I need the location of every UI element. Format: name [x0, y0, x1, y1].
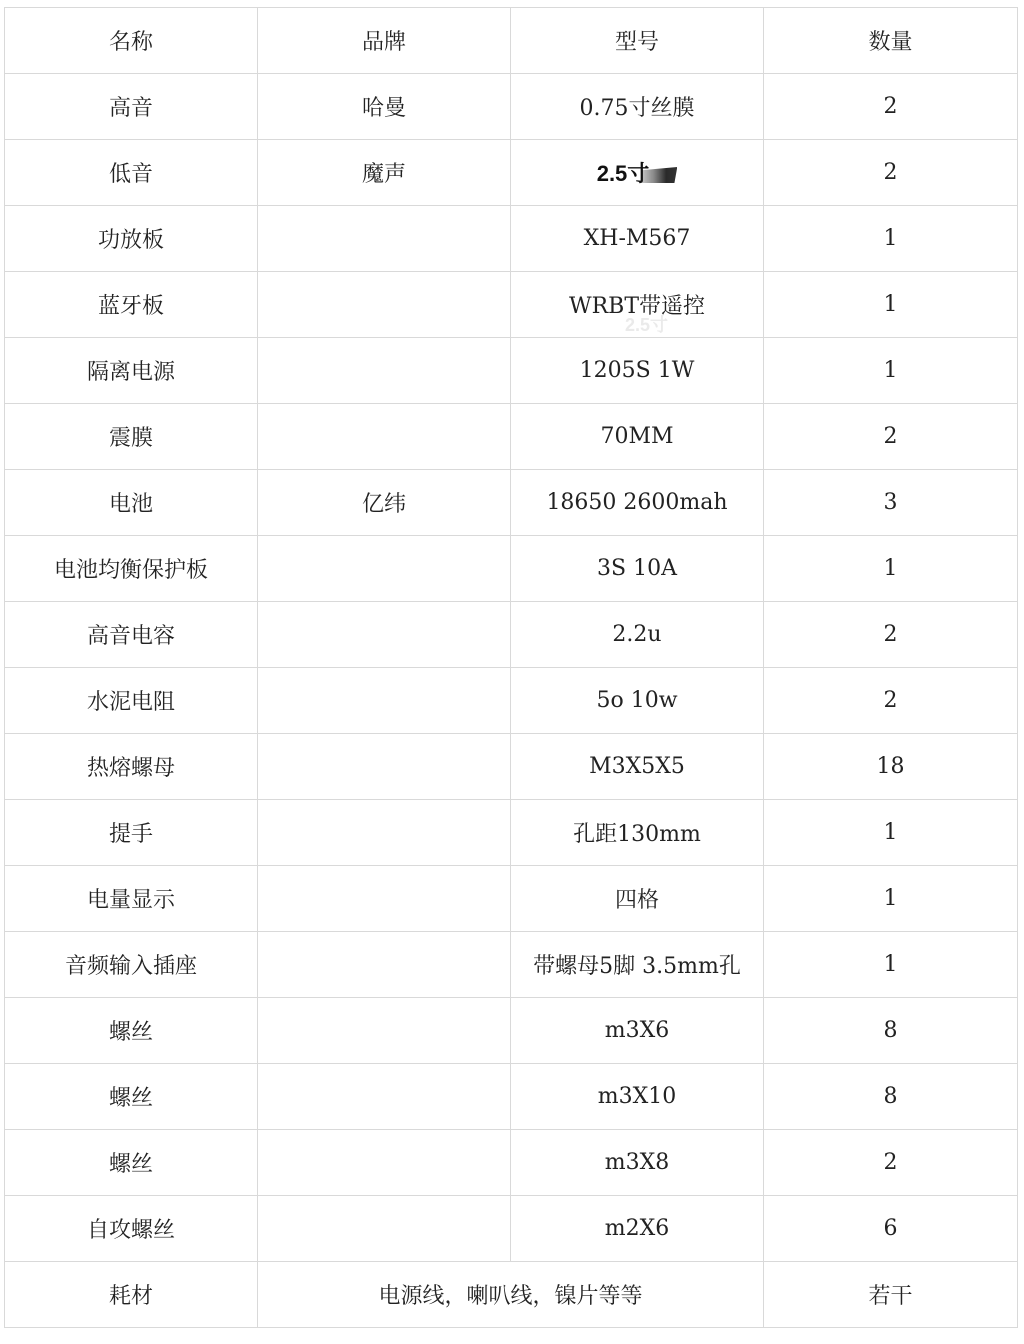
table-row	[5, 470, 1018, 536]
cell-name: 电量显示	[5, 866, 258, 932]
cell-name: 高音	[5, 74, 258, 140]
cell-name: 耗材	[5, 1262, 258, 1328]
cell-name: 螺丝	[5, 1064, 258, 1130]
header-cell-brand: 品牌	[258, 8, 511, 74]
cell-quantity: 2	[764, 602, 1018, 668]
cell-brand	[258, 998, 511, 1064]
cell-brand	[258, 800, 511, 866]
cell-model: 18650 2600mah	[511, 470, 764, 536]
cell-quantity: 2	[764, 140, 1018, 206]
cell-brand: 魔声	[258, 140, 511, 206]
cell-model: 孔距130mm	[511, 800, 764, 866]
cell-quantity: 18	[764, 734, 1018, 800]
header-row	[5, 8, 1018, 74]
table-row	[5, 668, 1018, 734]
cell-consumables-details: 电源线，喇叭线，镍片等等	[258, 1262, 764, 1328]
table-row	[5, 338, 1018, 404]
cell-quantity: 2	[764, 1130, 1018, 1196]
cell-name: 高音电容	[5, 602, 258, 668]
table-row	[5, 272, 1018, 338]
ghost-text: 2.5寸	[624, 315, 669, 335]
cell-brand	[258, 338, 511, 404]
cell-quantity: 1	[764, 272, 1018, 338]
table-row	[5, 404, 1018, 470]
cell-quantity: 1	[764, 800, 1018, 866]
cell-name: 蓝牙板	[5, 272, 258, 338]
cell-name: 提手	[5, 800, 258, 866]
cell-brand	[258, 866, 511, 932]
cell-brand	[258, 602, 511, 668]
cell-model: 5o 10w	[511, 668, 764, 734]
cell-name: 隔离电源	[5, 338, 258, 404]
model-value: 2.5寸	[596, 161, 650, 186]
cell-name: 功放板	[5, 206, 258, 272]
table-row	[5, 1064, 1018, 1130]
header-cell-quantity: 数量	[764, 8, 1018, 74]
header-cell-name: 名称	[5, 8, 258, 74]
cell-name: 电池	[5, 470, 258, 536]
cell-name: 螺丝	[5, 998, 258, 1064]
cell-brand: 亿纬	[258, 470, 511, 536]
cell-name: 水泥电阻	[5, 668, 258, 734]
cell-quantity: 2	[764, 74, 1018, 140]
cell-brand	[258, 404, 511, 470]
table-row	[5, 536, 1018, 602]
model-value-wrapper	[568, 289, 706, 335]
cell-model: 70MM	[511, 404, 764, 470]
cell-name: 震膜	[5, 404, 258, 470]
cell-model: 带螺母5脚 3.5mm孔	[511, 932, 764, 998]
model-value: WRBT带遥控	[568, 294, 706, 319]
cell-model: m2X6	[511, 1196, 764, 1262]
cell-name: 低音	[5, 140, 258, 206]
table-row	[5, 140, 1018, 206]
table-row	[5, 74, 1018, 140]
parts-list-sheet	[4, 7, 1017, 1328]
cell-quantity: 8	[764, 1064, 1018, 1130]
model-value-wrapper	[597, 157, 678, 188]
cell-brand	[258, 1064, 511, 1130]
cell-quantity: 1	[764, 338, 1018, 404]
cell-quantity: 2	[764, 668, 1018, 734]
cell-model: 0.75寸丝膜	[511, 74, 764, 140]
cell-brand	[258, 932, 511, 998]
cell-name: 音频输入插座	[5, 932, 258, 998]
cell-brand	[258, 1196, 511, 1262]
table-row	[5, 734, 1018, 800]
cell-quantity: 若干	[764, 1262, 1018, 1328]
cell-quantity: 8	[764, 998, 1018, 1064]
table-row	[5, 800, 1018, 866]
cell-brand	[258, 1130, 511, 1196]
cell-model: m3X6	[511, 998, 764, 1064]
cell-name: 螺丝	[5, 1130, 258, 1196]
table-row	[5, 602, 1018, 668]
table-row	[5, 206, 1018, 272]
table-row	[5, 1130, 1018, 1196]
consumables-row	[5, 1262, 1018, 1328]
cell-brand	[258, 536, 511, 602]
cell-model	[511, 272, 764, 338]
cell-model: m3X8	[511, 1130, 764, 1196]
table-row	[5, 998, 1018, 1064]
table-row	[5, 1196, 1018, 1262]
cell-quantity: 2	[764, 404, 1018, 470]
cell-model: 3S 10A	[511, 536, 764, 602]
cell-quantity: 1	[764, 536, 1018, 602]
cell-name: 热熔螺母	[5, 734, 258, 800]
cell-quantity: 1	[764, 206, 1018, 272]
table-row	[5, 932, 1018, 998]
cell-model: M3X5X5	[511, 734, 764, 800]
cell-name: 自攻螺丝	[5, 1196, 258, 1262]
cell-name: 电池均衡保护板	[5, 536, 258, 602]
cell-model	[511, 140, 764, 206]
cell-model: m3X10	[511, 1064, 764, 1130]
table-row	[5, 866, 1018, 932]
cell-model: 四格	[511, 866, 764, 932]
cell-brand	[258, 734, 511, 800]
cell-brand: 哈曼	[258, 74, 511, 140]
cell-quantity: 3	[764, 470, 1018, 536]
cell-quantity: 6	[764, 1196, 1018, 1262]
cell-model: 2.2u	[511, 602, 764, 668]
cell-model: 1205S 1W	[511, 338, 764, 404]
cell-brand	[258, 206, 511, 272]
header-cell-model: 型号	[511, 8, 764, 74]
cell-quantity: 1	[764, 866, 1018, 932]
cell-quantity: 1	[764, 932, 1018, 998]
cell-brand	[258, 272, 511, 338]
cell-model: XH-M567	[511, 206, 764, 272]
cell-brand	[258, 668, 511, 734]
parts-table	[4, 7, 1018, 1328]
